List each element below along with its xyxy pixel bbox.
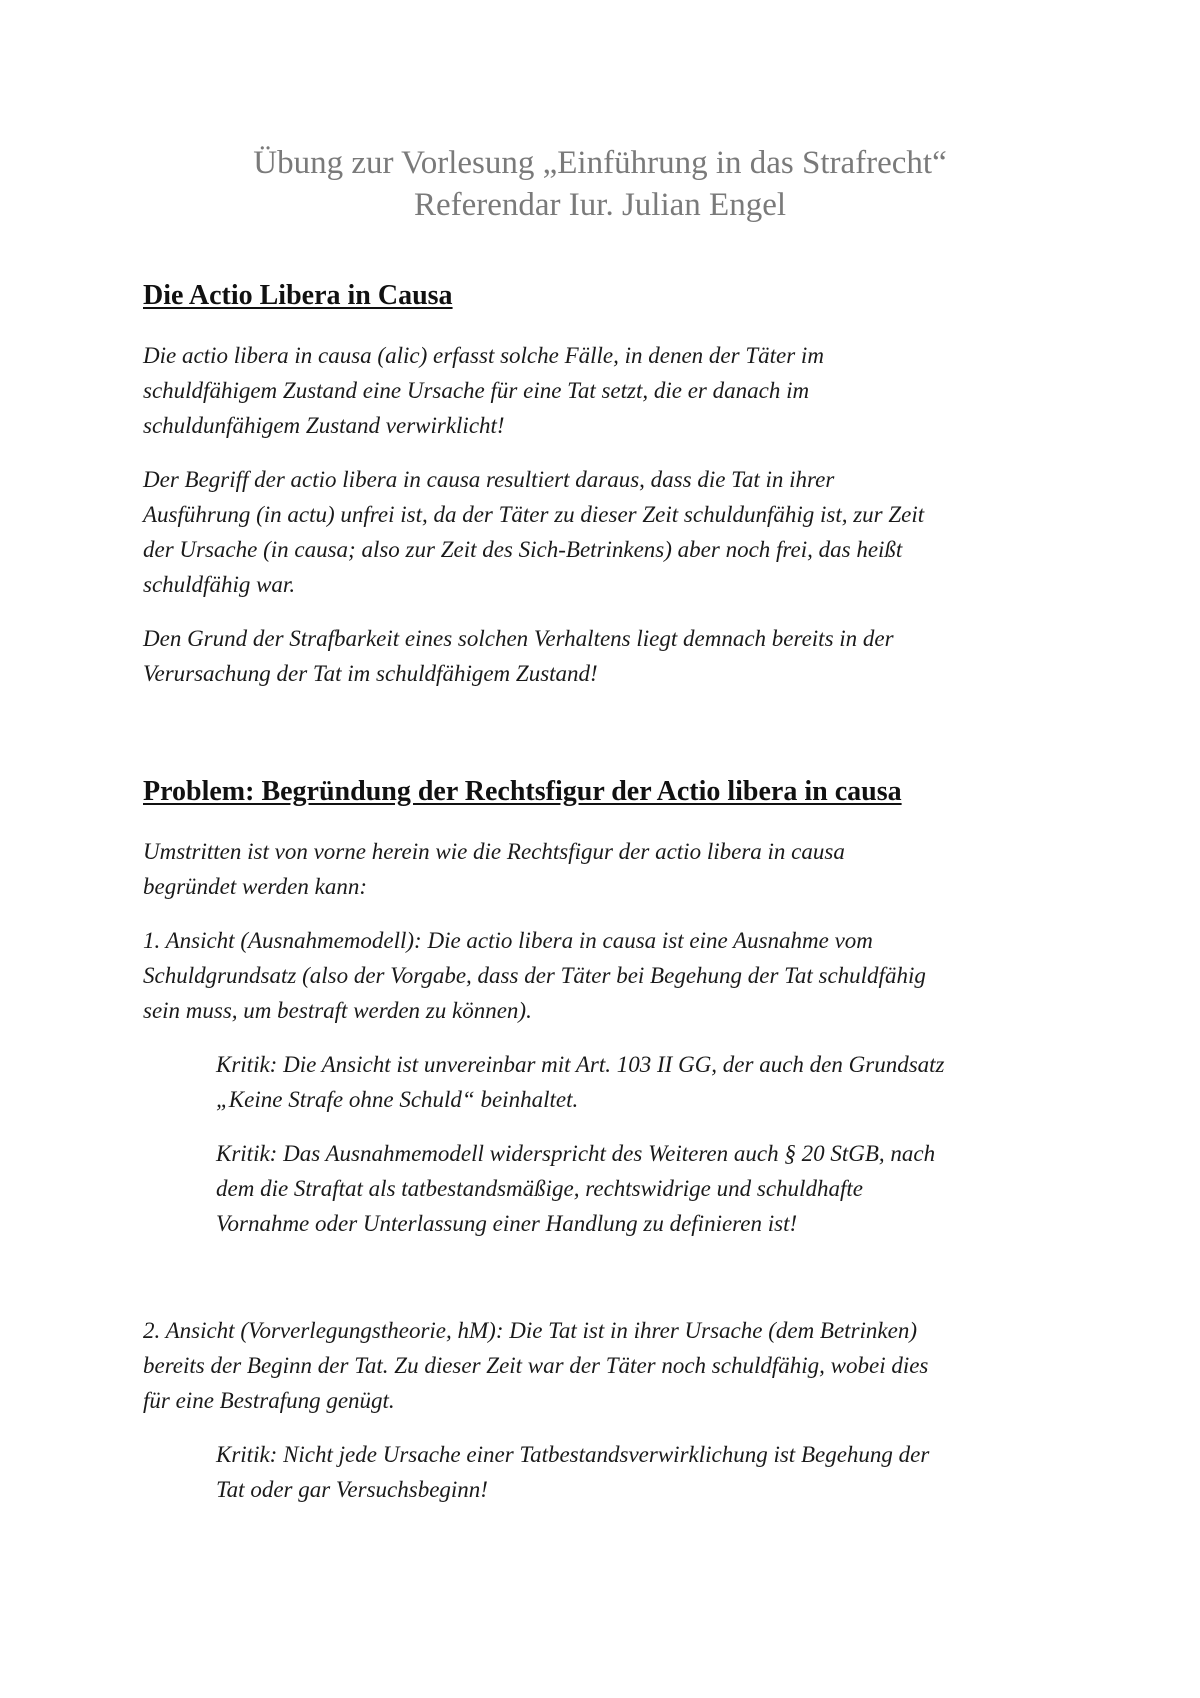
text-line: dem die Straftat als tatbestandsmäßige, rechtswidrige und schuldhafte — [216, 1176, 863, 1201]
text-line: „Keine Strafe ohne Schuld“ beinhaltet. — [216, 1087, 579, 1112]
text-line: der Ursache (in causa; also zur Zeit des Sich-Betrinkens) aber noch frei, das heißt — [143, 537, 903, 562]
paragraph-reason — [143, 621, 1063, 691]
text-line: schuldfähig war. — [143, 572, 296, 597]
text-line: für eine Bestrafung genügt. — [143, 1388, 395, 1413]
text-line: Der Begriff der actio libera in causa resultiert daraus, dass die Tat in ihrer — [143, 467, 835, 492]
text-line: Den Grund der Strafbarkeit eines solchen Verhaltens liegt demnach bereits in der — [143, 626, 894, 651]
paragraph-definition — [143, 338, 1063, 443]
paragraph-view-1 — [143, 923, 1063, 1028]
text-line: schuldfähigem Zustand eine Ursache für eine Tat setzt, die er danach im — [143, 378, 810, 403]
header-author: Referendar Iur. Julian Engel — [413, 187, 787, 223]
paragraph-critique-1 — [143, 1047, 1063, 1117]
paragraph-critique-3 — [143, 1437, 1063, 1507]
text-line: Verursachung der Tat im schuldfähigem Zustand! — [143, 661, 598, 686]
section-actio-libera — [143, 279, 1063, 313]
text-line: Kritik: Das Ausnahmemodell widerspricht des Weiteren auch § 20 StGB, nach — [216, 1141, 936, 1166]
paragraph-intro — [143, 834, 1063, 904]
text-line: 2. Ansicht (Vorverlegungstheorie, hM): Die Tat ist in ihrer Ursache (dem Betrinken) — [143, 1318, 917, 1343]
header-title: Übung zur Vorlesung „Einführung in das Strafrecht“ — [253, 145, 947, 181]
text-line: Vornahme oder Unterlassung einer Handlung zu definieren ist! — [216, 1211, 798, 1236]
text-line: sein muss, um bestraft werden zu können). — [143, 998, 532, 1023]
document-header — [0, 142, 1200, 226]
text-line: Die actio libera in causa (alic) erfasst solche Fälle, in denen der Täter im — [143, 343, 824, 368]
text-line: Schuldgrundsatz (also der Vorgabe, dass der Täter bei Begehung der Tat schuldfähig — [143, 963, 926, 988]
text-line: Umstritten ist von vorne herein wie die Rechtsfigur der actio libera in causa — [143, 839, 845, 864]
section-heading: Problem: Begründung der Rechtsfigur der Actio libera in causa — [143, 776, 902, 807]
paragraph-view-2 — [143, 1313, 1063, 1418]
text-line: Kritik: Die Ansicht ist unvereinbar mit Art. 103 II GG, der auch den Grundsatz — [216, 1052, 945, 1077]
paragraph-critique-2 — [143, 1136, 1063, 1241]
text-line: Tat oder gar Versuchsbeginn! — [216, 1477, 488, 1502]
text-line: Ausführung (in actu) unfrei ist, da der Täter zu dieser Zeit schuldunfähig ist, zur Zeit — [143, 502, 925, 527]
section-heading: Die Actio Libera in Causa — [143, 280, 453, 311]
text-line: Kritik: Nicht jede Ursache einer Tatbestandsverwirklichung ist Begehung der — [216, 1442, 930, 1467]
text-line: schuldunfähigem Zustand verwirklicht! — [143, 413, 505, 438]
text-line: 1. Ansicht (Ausnahmemodell): Die actio libera in causa ist eine Ausnahme vom — [143, 928, 873, 953]
paragraph-term-origin — [143, 462, 1063, 602]
section-problem — [143, 775, 1063, 809]
text-line: begründet werden kann: — [143, 874, 367, 899]
text-line: bereits der Beginn der Tat. Zu dieser Zeit war der Täter noch schuldfähig, wobei dies — [143, 1353, 929, 1378]
